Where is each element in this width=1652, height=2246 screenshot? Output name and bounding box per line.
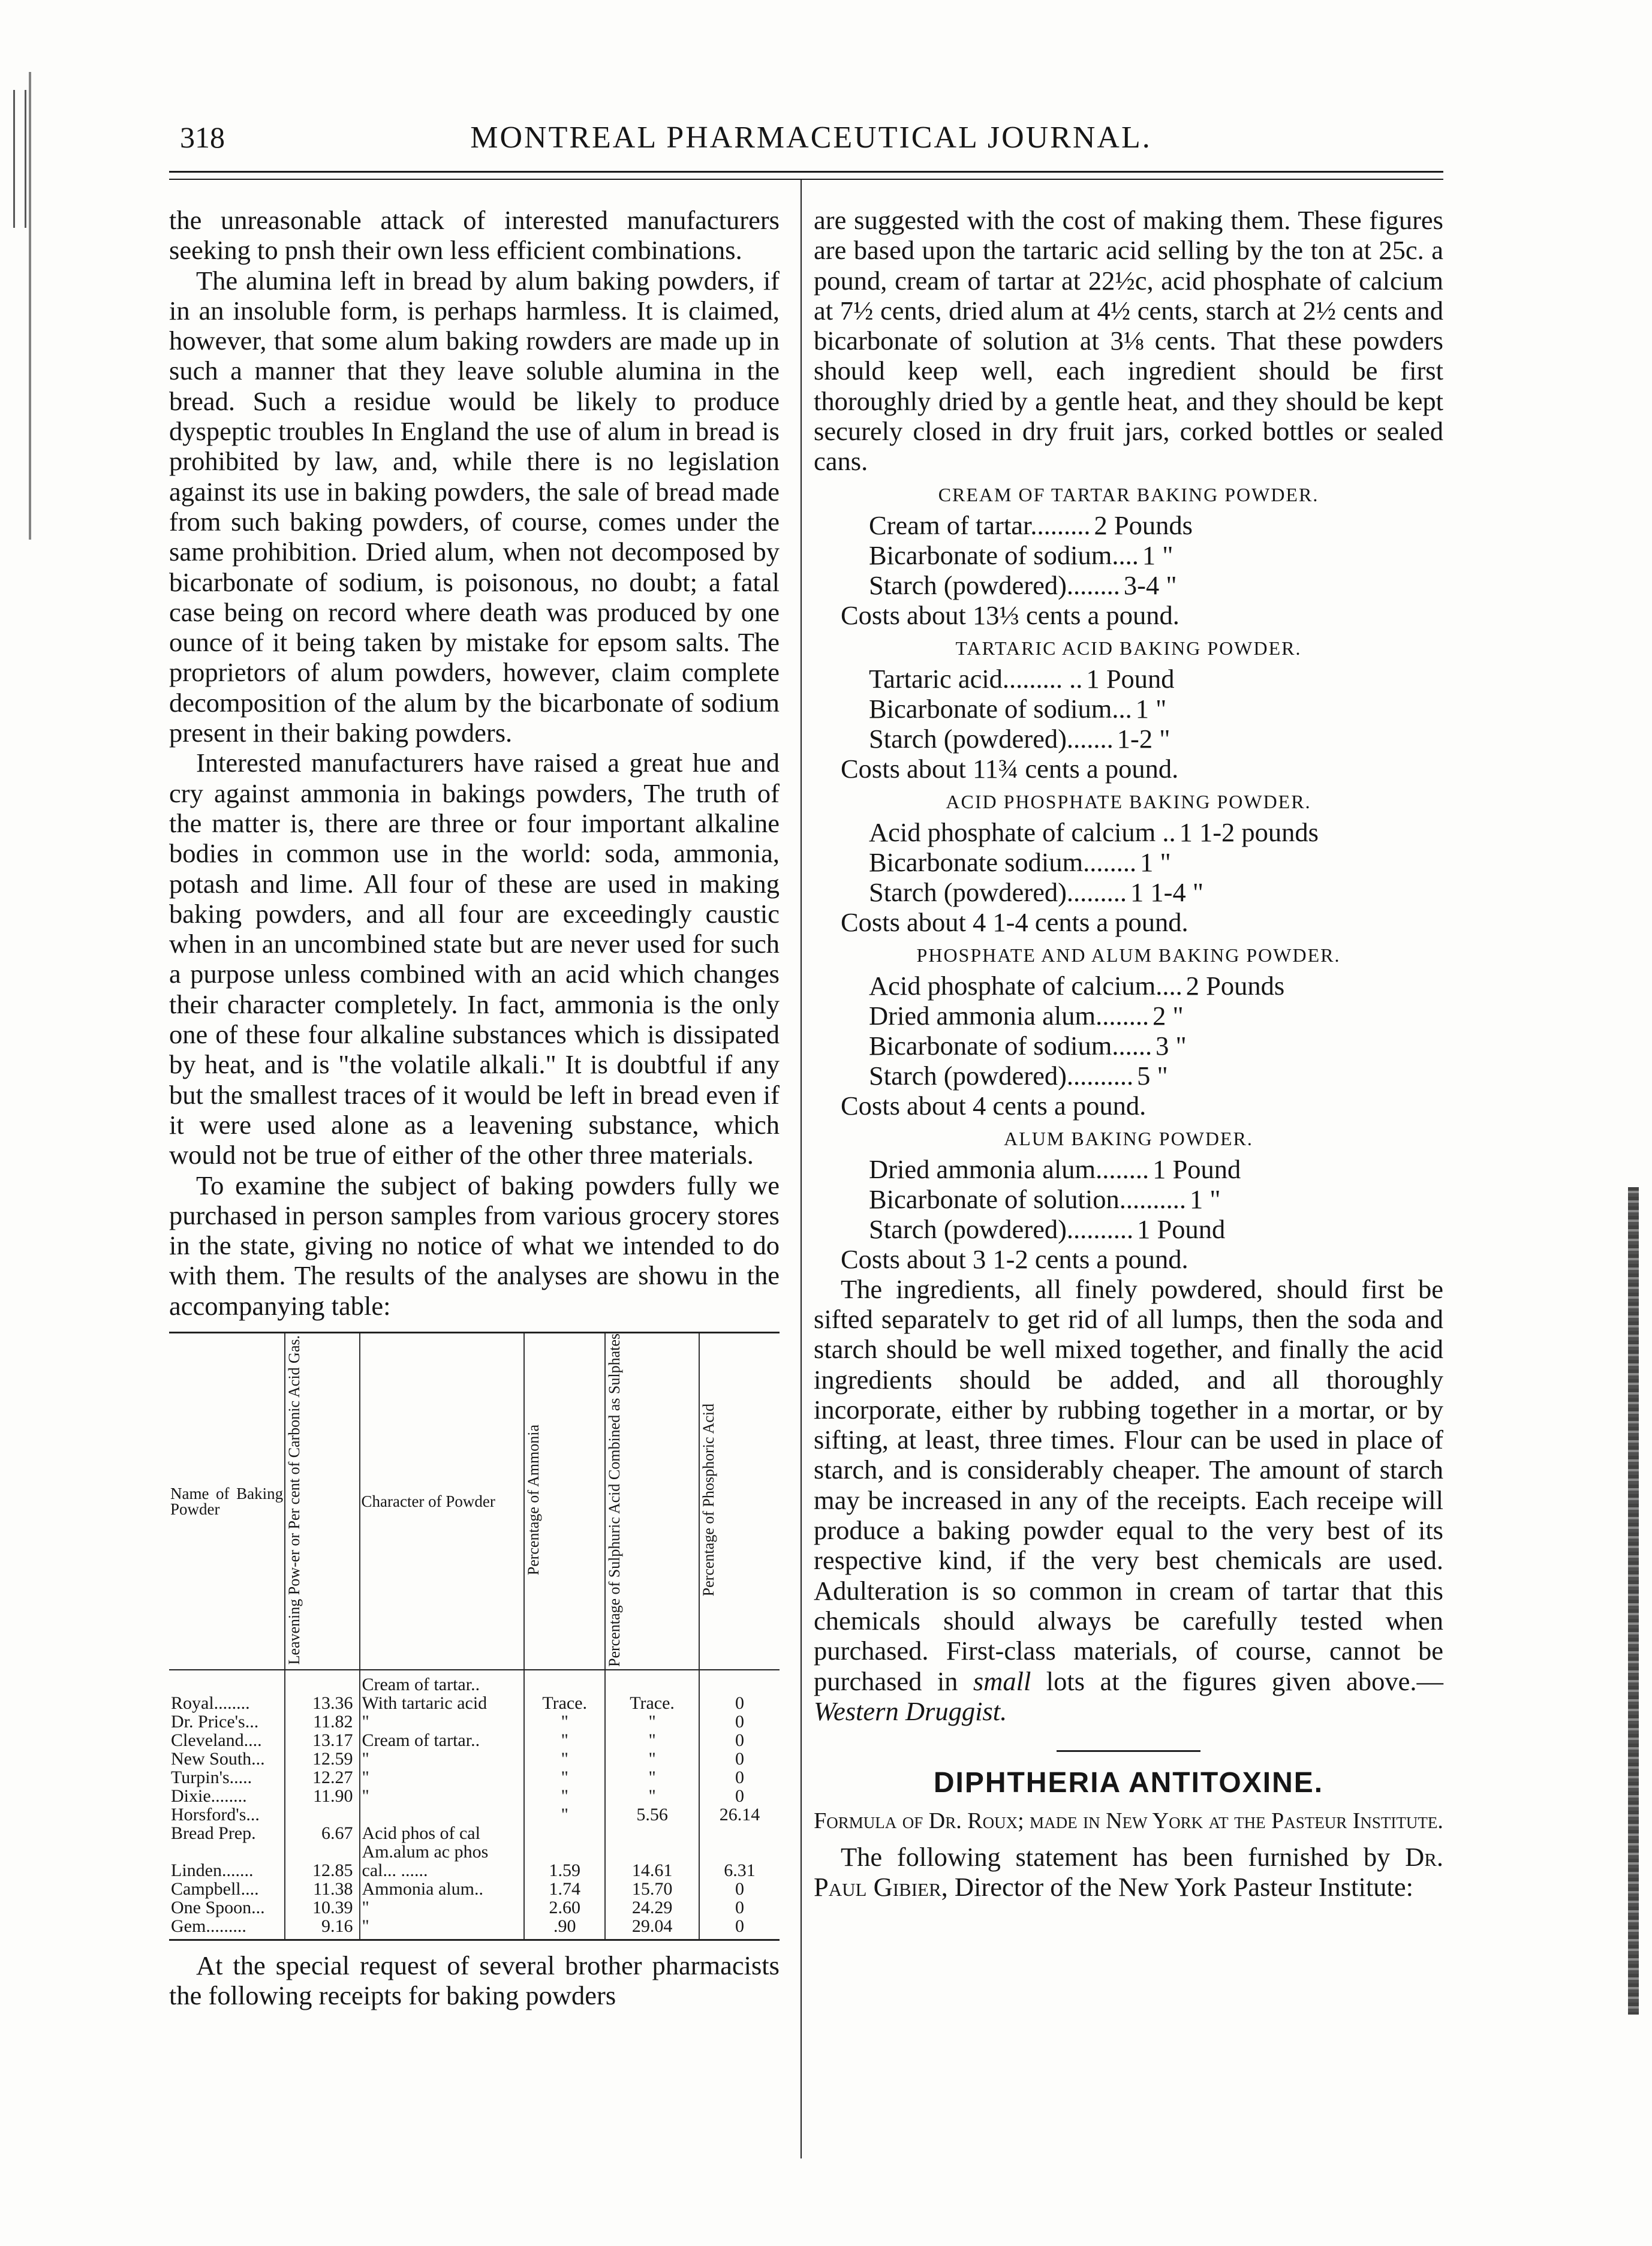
table-cell-character <box>360 1805 525 1824</box>
ingredient-quantity: 1 Pound <box>1137 1214 1226 1244</box>
table-row <box>169 1694 780 1712</box>
table-cell-phosphoric: 0 <box>699 1750 780 1768</box>
table-row <box>169 1824 780 1842</box>
table-cell-ammonia: Trace. <box>524 1694 605 1712</box>
ingredient-quantity: 1 " <box>1135 693 1167 724</box>
table-cell-character: " <box>360 1750 525 1768</box>
recipe-block <box>814 634 1443 784</box>
table-cell-name: One Spoon... <box>171 1898 265 1917</box>
table-cell-phosphoric: 0 <box>699 1768 780 1787</box>
table-cell-name: Campbell.... <box>171 1879 259 1899</box>
ingredient-name: Bicarbonate of sodium... <box>869 693 1132 724</box>
recipe-ingredient <box>814 1001 1443 1031</box>
table-cell-sulphuric: 24.29 <box>605 1898 699 1917</box>
table-cell-sulphuric: 14.61 <box>605 1861 699 1880</box>
page-number: 318 <box>180 121 225 154</box>
recipe-title: CREAM OF TARTAR BAKING POWDER. <box>938 483 1319 505</box>
table-cell-sulphuric: " <box>605 1768 699 1787</box>
ingredient-name: Bicarbonate of sodium...... <box>869 1030 1153 1061</box>
recipe-title: PHOSPHATE AND ALUM BAKING POWDER. <box>916 944 1341 966</box>
table-cell-character: " <box>360 1898 525 1917</box>
table-row <box>169 1880 780 1898</box>
table-cell-character: With tartaric acid <box>360 1694 525 1712</box>
table-cell-ammonia: " <box>524 1787 605 1805</box>
scan-edge-shadow <box>1628 1187 1639 2015</box>
table-cell-ammonia: .90 <box>524 1917 605 1940</box>
closing-after: lots at the figures given above.— <box>1046 1666 1443 1696</box>
table-cell-phosphoric: 0 <box>699 1731 780 1750</box>
table-cell-leavening: 11.82 <box>285 1712 359 1731</box>
table-cell-sulphuric: Trace. <box>605 1694 699 1712</box>
table-cell-phosphoric: 0 <box>699 1880 780 1898</box>
ingredient-quantity: 3 " <box>1156 1030 1187 1061</box>
table-cell-phosphoric: 0 <box>699 1712 780 1731</box>
table-cell-name: New South... <box>171 1749 265 1769</box>
ingredient-name: Acid phosphate of calcium.... <box>869 970 1182 1001</box>
ingredient-name: Starch (powdered)......... <box>869 877 1127 907</box>
recipe-ingredient <box>814 1214 1443 1244</box>
table-cell-name: Gem......... <box>169 1917 285 1940</box>
table-cell-ammonia <box>524 1824 605 1842</box>
right-column <box>814 205 1443 1902</box>
table-body <box>169 1670 780 1940</box>
article-divider <box>1057 1750 1200 1752</box>
binding-marks <box>13 90 26 228</box>
article-body-start: The following statement has been furnished by <box>841 1842 1391 1872</box>
recipe-ingredient <box>814 724 1443 754</box>
ingredient-name: Bicarbonate of sodium.... <box>869 540 1139 570</box>
table-cell-sulphuric: " <box>605 1731 699 1750</box>
table-cell-phosphoric: 0 <box>699 1898 780 1917</box>
table-cell-character: " <box>360 1712 525 1731</box>
table-cell-sulphuric <box>605 1824 699 1842</box>
table-cell-sulphuric: " <box>605 1712 699 1731</box>
recipe-ingredient <box>814 877 1443 907</box>
table-cell-ammonia: " <box>524 1712 605 1731</box>
recipe-ingredient <box>814 847 1443 877</box>
table-cell-phosphoric <box>699 1842 780 1861</box>
header-phosphoric-text: Percentage of Phosphoric Acid <box>699 1404 717 1597</box>
ingredient-quantity: 1 " <box>1189 1184 1221 1214</box>
column-divider <box>801 180 802 2158</box>
header-character: Character of Powder <box>360 1332 525 1670</box>
table-cell-name: Turpin's..... <box>171 1768 252 1787</box>
recipe-cost: Costs about 4 cents a pound. <box>841 1090 1147 1121</box>
header-name: Name of Baking Powder <box>169 1332 285 1670</box>
paragraph <box>814 1274 1443 1726</box>
left-column <box>169 205 780 2011</box>
header-leavening-text: Leavening Pow-er or Per cent of Carbonic Acid Gas. <box>285 1335 303 1665</box>
recipe-ingredient <box>814 971 1443 1001</box>
paragraph: To examine the subject of baking powders fully we purchased in person samples from various grocery stores in the state, giving no notice of what we intended to do with them. The results of the analyses are showu in the accompanying table: <box>169 1170 780 1321</box>
table-cell-leavening: 13.36 <box>285 1694 359 1712</box>
recipe-ingredient <box>814 664 1443 694</box>
table-cell-name: Dixie........ <box>171 1786 247 1806</box>
table-cell-sulphuric: 29.04 <box>605 1917 699 1940</box>
recipe-ingredient <box>814 817 1443 847</box>
table-cell-character: cal... ...... <box>360 1861 525 1880</box>
binding-line <box>29 72 31 540</box>
table-row <box>169 1805 780 1824</box>
table-row <box>169 1731 780 1750</box>
table-cell-leavening <box>285 1805 359 1824</box>
table-cell-character: Ammonia alum.. <box>360 1880 525 1898</box>
ingredient-name: Starch (powdered)........ <box>869 570 1120 600</box>
table-cell-phosphoric: 0 <box>699 1917 780 1940</box>
table-cell-leavening: 13.17 <box>285 1731 359 1750</box>
table-cell-phosphoric: 6.31 <box>699 1861 780 1880</box>
table-cell-leavening: 12.85 <box>285 1861 359 1880</box>
table-cell-leavening <box>285 1842 359 1861</box>
ingredient-name: Tartaric acid......... .. <box>869 663 1083 694</box>
recipe-ingredient <box>814 1154 1443 1184</box>
table-cell-name: Cleveland.... <box>171 1730 262 1750</box>
header-leavening <box>285 1332 359 1670</box>
recipe-ingredient <box>814 694 1443 724</box>
table-cell-phosphoric <box>699 1824 780 1842</box>
table-cell-character: Cream of tartar.. <box>360 1670 525 1694</box>
article-subtitle: Formula of Dr. Roux; made in New York at the Pasteur Institute. <box>814 1808 1443 1834</box>
recipe-block <box>814 941 1443 1121</box>
table-cell-ammonia: " <box>524 1805 605 1824</box>
ingredient-name: Bicarbonate sodium........ <box>869 847 1137 877</box>
table-cell-phosphoric: 0 <box>699 1787 780 1805</box>
table-cell-name: Royal........ <box>171 1693 250 1713</box>
table-cell-ammonia <box>524 1842 605 1861</box>
ingredient-name: Starch (powdered)....... <box>869 723 1114 754</box>
table-cell-sulphuric <box>605 1670 699 1694</box>
table-cell-leavening: 12.27 <box>285 1768 359 1787</box>
ingredient-quantity: 2 Pounds <box>1185 970 1285 1001</box>
table-cell-ammonia: " <box>524 1768 605 1787</box>
table-cell-character: Cream of tartar.. <box>360 1731 525 1750</box>
table-row <box>169 1861 780 1880</box>
ingredient-name: Dried ammonia alum........ <box>869 1000 1150 1031</box>
table-cell-sulphuric: " <box>605 1750 699 1768</box>
table-cell-ammonia: 2.60 <box>524 1898 605 1917</box>
table-cell-ammonia: 1.59 <box>524 1861 605 1880</box>
table-cell-phosphoric <box>699 1670 780 1694</box>
ingredient-quantity: 1-2 " <box>1117 723 1170 754</box>
article-body <box>814 1842 1443 1902</box>
article-body-end: Director of the New York Pasteur Institute: <box>954 1872 1413 1902</box>
ingredient-name: Bicarbonate of solution.......... <box>869 1184 1186 1214</box>
table-row <box>169 1898 780 1917</box>
ingredient-quantity: 1 Pound <box>1153 1154 1241 1184</box>
recipe-ingredient <box>814 540 1443 570</box>
table-cell-sulphuric: " <box>605 1787 699 1805</box>
table-row <box>169 1750 780 1768</box>
recipe-cost: Costs about 13⅓ cents a pound. <box>841 600 1179 630</box>
recipe-cost: Costs about 3 1-2 cents a pound. <box>841 1244 1188 1274</box>
header-ammonia <box>524 1332 605 1670</box>
table-cell-sulphuric: 5.56 <box>605 1805 699 1824</box>
table-cell-character: Am.alum ac phos <box>360 1842 525 1861</box>
table-cell-name: Bread Prep. <box>171 1823 256 1843</box>
table-cell-name <box>169 1670 285 1694</box>
ingredient-name: Starch (powdered).......... <box>869 1214 1134 1244</box>
recipe-block <box>814 1124 1443 1274</box>
closing-italic: small <box>973 1666 1031 1696</box>
ingredient-quantity: 2 Pounds <box>1094 510 1193 540</box>
ingredient-name: Dried ammonia alum........ <box>869 1154 1150 1184</box>
header-phosphoric <box>699 1332 780 1670</box>
recipe-title: ALUM BAKING POWDER. <box>1004 1127 1253 1149</box>
paragraph: the unreasonable attack of interested manufacturers seeking to pnsh their own less efficient combinations. <box>169 205 780 266</box>
table-cell-ammonia: " <box>524 1731 605 1750</box>
table-cell-sulphuric <box>605 1842 699 1861</box>
recipe-ingredient <box>814 570 1443 600</box>
table-row <box>169 1917 780 1940</box>
table-cell-phosphoric: 26.14 <box>699 1805 780 1824</box>
table-cell-leavening <box>285 1670 359 1694</box>
table-cell-leavening: 11.90 <box>285 1787 359 1805</box>
table-row <box>169 1787 780 1805</box>
header-ammonia-text: Percentage of Ammonia <box>525 1425 543 1576</box>
ingredient-quantity: 3-4 " <box>1123 570 1177 600</box>
table-header-row <box>169 1332 780 1670</box>
table-cell-ammonia: 1.74 <box>524 1880 605 1898</box>
ingredient-quantity: 1 1-2 pounds <box>1179 817 1319 847</box>
analysis-table <box>169 1332 780 1941</box>
table-cell-name: Dr. Price's... <box>171 1712 259 1732</box>
ingredient-name: Cream of tartar......... <box>869 510 1091 540</box>
recipe-title: ACID PHOSPHATE BAKING POWDER. <box>946 790 1311 812</box>
ingredient-quantity: 1 1-4 " <box>1130 877 1204 907</box>
recipe-block <box>814 480 1443 630</box>
article-title: DIPHTHERIA ANTITOXINE. <box>933 1767 1324 1799</box>
recipe-cost: Costs about 4 1-4 cents a pound. <box>841 907 1188 937</box>
table-cell-name: Horsford's... <box>171 1805 260 1825</box>
table-cell-leavening: 9.16 <box>285 1917 359 1940</box>
recipe-cost: Costs about 11¾ cents a pound. <box>841 753 1179 784</box>
paragraph: Interested manufacturers have raised a great hue and cry against ammonia in bakings powders, The truth of the matter is, there are three or four important alkaline bodies in common use in the world: soda, ammonia, potash and lime. All four of these are used in making baking powders, and all four are exceedingly caustic when in an uncombined state but are never used for such a purpose unless combined with an acid which changes their character completely. In fact, ammonia is the only one of these four alkaline substances which is dissipated by heat, and is "the volatile alkali." It is doubtful if any but the smallest traces of it would be left in bread even if it were used alone as a leavening substance, which would not be true of either of the other three materials. <box>169 748 780 1170</box>
table-cell-character: " <box>360 1917 525 1940</box>
paragraph: are suggested with the cost of making them. These figures are based upon the tartaric acid selling by the ton at 25c. a pound, cream of tartar at 22½c, acid phosphate of calcium at 7½ cents, dried alum at 4½ cents, starch at 2½ cents and bicarbonate of solution at 3⅛ cents. That these powders should keep well, each ingredient should be first thoroughly dried by a gentle heat, and they should be kept securely closed in dry fruit jars, corked bottles or sealed cans. <box>814 205 1443 477</box>
analysis-table-wrap <box>169 1332 780 1941</box>
paragraph: The alumina left in bread by alum baking powders, if in an insoluble form, is perhaps harmless. It is claimed, however, that some alum baking rowders are made up in such a manner that they leave soluble alumina in the bread. Such a residue would be likely to produce dyspeptic troubles In England the use of alum in bread is prohibited by law, and, while there is no legislation against its use in baking powders, the sale of bread made from such baking powders, of course, comes under the same prohibition. Dried alum, when not decomposed by bicarbonate of sodium, is poisonous, no doubt; a fatal case being on record where death was produced by one ounce of it being taken by mistake for epsom salts. The proprietors of alum powders, however, claim complete decomposition of the alum by the bicarbonate of sodium present in their baking powders. <box>169 265 780 748</box>
header-rule <box>169 171 1443 173</box>
paragraph-after-table: At the special request of several brother pharmacists the following receipts for baking powders <box>169 1950 780 2011</box>
table-cell-character: " <box>360 1787 525 1805</box>
ingredient-quantity: 1 Pound <box>1086 663 1175 694</box>
recipe-ingredient <box>814 510 1443 540</box>
table-cell-leavening: 12.59 <box>285 1750 359 1768</box>
recipe-title: TARTARIC ACID BAKING POWDER. <box>955 637 1302 659</box>
journal-title: MONTREAL PHARMACEUTICAL JOURNAL. <box>470 121 1152 155</box>
closing-text: The ingredients, all finely powdered, should first be sifted separatelv to get rid of all lumps, then the soda and starch should be well mixed together, and finally the acid ingredients should be added, and all thoroughly incorporate, either by rubbing together in a mortar, or by sifting, at least, three times. Flour can be used in place of starch, and is considerably cheaper. The amount of starch may be increased in any of the receipts. Each receipe will produce a baking powder equal to the very best of its respective kind, if the very best chemicals are used. Adulteration is so common in cream of tartar that this chemicals should always be carefully tested when purchased. First-class materials, of course, cannot be purchased in <box>814 1273 1443 1696</box>
ingredient-name: Starch (powdered).......... <box>869 1060 1134 1091</box>
running-head <box>180 120 1442 168</box>
ingredient-quantity: 5 " <box>1137 1060 1168 1091</box>
table-cell-character: Acid phos of cal <box>360 1824 525 1842</box>
ingredient-quantity: 1 " <box>1142 540 1173 570</box>
recipe-ingredient <box>814 1184 1443 1214</box>
table-cell-phosphoric: 0 <box>699 1694 780 1712</box>
table-cell-name <box>169 1842 285 1861</box>
recipe-ingredient <box>814 1031 1443 1061</box>
ingredient-quantity: 1 " <box>1140 847 1171 877</box>
table-cell-ammonia: " <box>524 1750 605 1768</box>
article-author-name: Dr. Paul Gibier, <box>814 1842 1444 1902</box>
table-cell-leavening: 11.38 <box>285 1880 359 1898</box>
table-row <box>169 1768 780 1787</box>
table-row <box>169 1670 780 1694</box>
header-sulphuric-text: Percentage of Sulphuric Acid Combined as Sulphates <box>606 1333 624 1667</box>
table-row <box>169 1842 780 1861</box>
table-cell-name: Linden....... <box>171 1860 254 1880</box>
table-cell-leavening: 6.67 <box>285 1824 359 1842</box>
recipes <box>814 480 1443 1274</box>
table-cell-character: " <box>360 1768 525 1787</box>
ingredient-quantity: 2 " <box>1153 1000 1184 1031</box>
recipe-ingredient <box>814 1061 1443 1091</box>
table-cell-sulphuric: 15.70 <box>605 1880 699 1898</box>
source-credit: Western Druggist. <box>814 1696 1007 1726</box>
header-sulphuric <box>605 1332 699 1670</box>
table-cell-leavening: 10.39 <box>285 1898 359 1917</box>
ingredient-name: Acid phosphate of calcium .. <box>869 817 1176 847</box>
table-cell-ammonia <box>524 1670 605 1694</box>
header-rule-secondary <box>169 179 1443 180</box>
table-row <box>169 1712 780 1731</box>
recipe-block <box>814 787 1443 937</box>
